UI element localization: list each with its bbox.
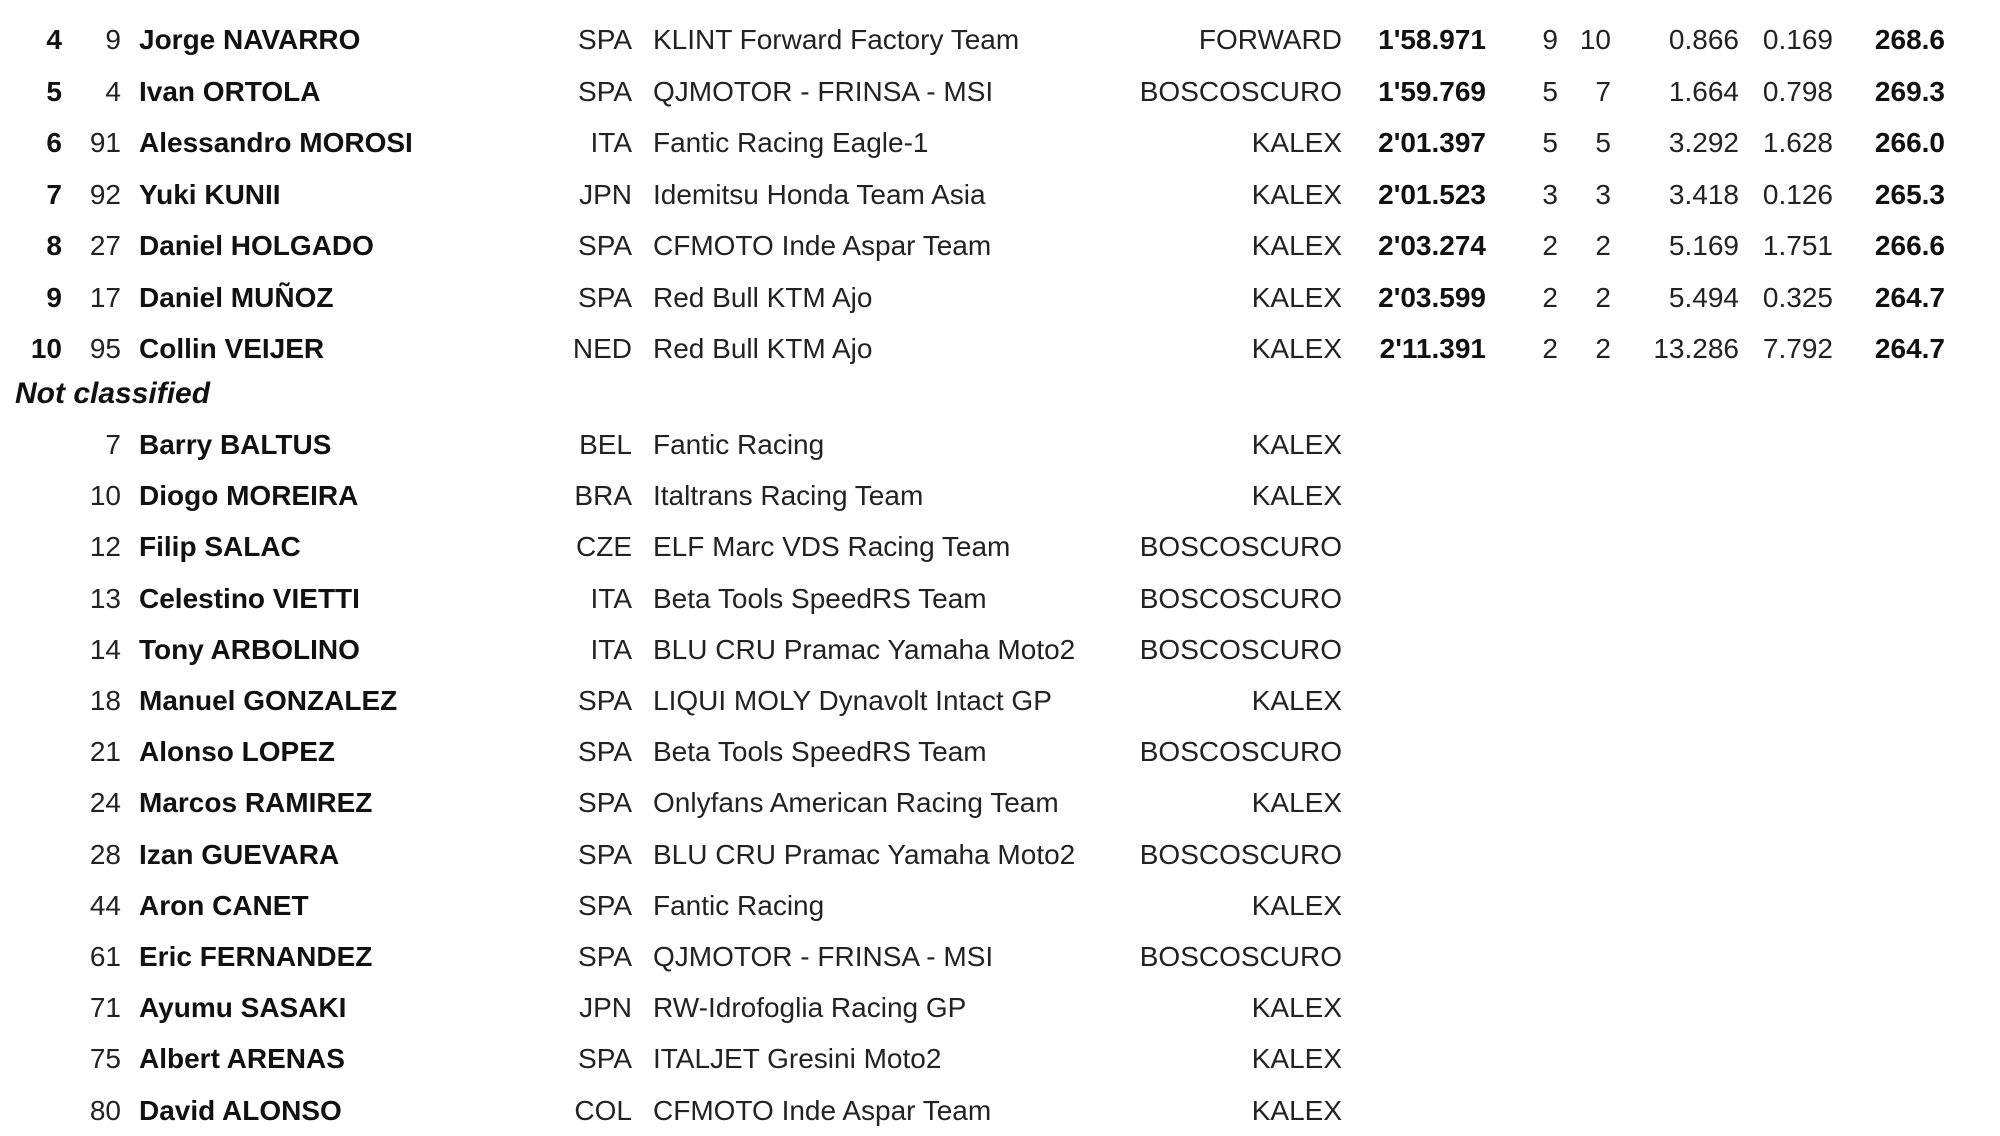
constructor: BOSCOSCURO bbox=[1139, 531, 1342, 563]
team-name: QJMOTOR - FRINSA - MSI bbox=[653, 941, 994, 972]
team-name: Onlyfans American Racing Team bbox=[653, 787, 1059, 819]
rider-name: Diogo MOREIRA bbox=[139, 480, 359, 512]
not-classified-row bbox=[0, 625, 2000, 675]
rider-name: Manuel GONZALEZ bbox=[139, 685, 398, 716]
total-laps: 7 bbox=[1595, 75, 1611, 107]
team-name: ELF Marc VDS Racing Team bbox=[653, 531, 1011, 563]
team-name: Beta Tools SpeedRS Team bbox=[653, 736, 987, 768]
best-lap-number: 3 bbox=[1542, 178, 1558, 210]
not-classified-row bbox=[0, 574, 2000, 624]
rider-name: Ivan ORTOLA bbox=[139, 75, 321, 107]
rider-number: 12 bbox=[89, 531, 121, 563]
team-name: Beta Tools SpeedRS Team bbox=[653, 582, 987, 614]
nation: SPA bbox=[578, 685, 632, 716]
best-lap-time: 2'01.397 bbox=[1378, 127, 1486, 158]
team-name: QJMOTOR - FRINSA - MSI bbox=[653, 75, 994, 107]
rider-name: Barry BALTUS bbox=[139, 429, 332, 460]
constructor: KALEX bbox=[1251, 127, 1342, 158]
rider-number: 44 bbox=[89, 889, 121, 921]
rider-name: Daniel HOLGADO bbox=[139, 230, 374, 261]
gap-to-previous: 7.792 bbox=[1762, 333, 1833, 364]
rider-name: Ayumu SASAKI bbox=[139, 992, 347, 1024]
gap-to-first: 13.286 bbox=[1653, 333, 1739, 364]
best-lap-time: 1'58.971 bbox=[1378, 24, 1486, 55]
constructor: KALEX bbox=[1251, 333, 1342, 364]
not-classified-row bbox=[0, 881, 2000, 931]
nation: SPA bbox=[578, 230, 632, 261]
top-speed: 269.3 bbox=[1874, 75, 1945, 107]
team-name: Fantic Racing bbox=[653, 429, 825, 460]
constructor: KALEX bbox=[1251, 1094, 1342, 1126]
position: 9 bbox=[46, 281, 62, 313]
rider-name: Marcos RAMIREZ bbox=[139, 787, 373, 819]
nation: SPA bbox=[578, 75, 632, 107]
best-lap-number: 5 bbox=[1542, 75, 1558, 107]
best-lap-number: 5 bbox=[1542, 127, 1558, 158]
classified-row bbox=[0, 118, 2000, 168]
not-classified-row bbox=[0, 420, 2000, 470]
top-speed: 264.7 bbox=[1874, 281, 1945, 313]
not-classified-row bbox=[0, 1034, 2000, 1084]
classified-row bbox=[0, 221, 2000, 271]
total-laps: 2 bbox=[1595, 230, 1611, 261]
top-speed: 265.3 bbox=[1874, 178, 1945, 210]
gap-to-previous: 0.325 bbox=[1762, 281, 1833, 313]
rider-number: 21 bbox=[89, 736, 121, 768]
nation: ITA bbox=[590, 127, 632, 158]
rider-name: Collin VEIJER bbox=[139, 333, 325, 364]
not-classified-row bbox=[0, 932, 2000, 982]
team-name: Italtrans Racing Team bbox=[653, 480, 924, 512]
constructor: KALEX bbox=[1251, 685, 1342, 716]
best-lap-number: 2 bbox=[1542, 333, 1558, 364]
position: 6 bbox=[46, 127, 62, 158]
rider-name: Eric FERNANDEZ bbox=[139, 941, 373, 972]
team-name: RW-Idrofoglia Racing GP bbox=[653, 992, 967, 1024]
position: 8 bbox=[46, 230, 62, 261]
position: 5 bbox=[46, 75, 62, 107]
rider-name: Yuki KUNII bbox=[139, 178, 281, 210]
constructor: BOSCOSCURO bbox=[1139, 75, 1342, 107]
best-lap-time: 2'11.391 bbox=[1379, 333, 1486, 364]
rider-number: 7 bbox=[105, 429, 121, 460]
not-classified-row bbox=[0, 778, 2000, 828]
constructor: KALEX bbox=[1251, 992, 1342, 1024]
not-classified-row bbox=[0, 727, 2000, 777]
top-speed: 266.0 bbox=[1874, 127, 1945, 158]
classified-row bbox=[0, 273, 2000, 323]
classified-row bbox=[0, 15, 2000, 65]
team-name: BLU CRU Pramac Yamaha Moto2 bbox=[653, 633, 1076, 665]
classified-row bbox=[0, 67, 2000, 117]
not-classified-row bbox=[0, 676, 2000, 726]
constructor: KALEX bbox=[1251, 1043, 1342, 1075]
nation: COL bbox=[574, 1094, 632, 1126]
nation: SPA bbox=[578, 24, 632, 55]
top-speed: 266.6 bbox=[1874, 230, 1945, 261]
gap-to-first: 1.664 bbox=[1668, 75, 1739, 107]
nation: SPA bbox=[578, 281, 632, 313]
team-name: Fantic Racing Eagle-1 bbox=[653, 127, 929, 158]
rider-name: Jorge NAVARRO bbox=[139, 24, 361, 55]
rider-name: Alonso LOPEZ bbox=[139, 736, 335, 768]
constructor: KALEX bbox=[1251, 429, 1342, 460]
constructor: KALEX bbox=[1251, 889, 1342, 921]
not-classified-row bbox=[0, 1086, 2000, 1136]
gap-to-first: 3.418 bbox=[1668, 178, 1739, 210]
best-lap-time: 2'03.274 bbox=[1378, 230, 1486, 261]
not-classified-row bbox=[0, 522, 2000, 572]
gap-to-previous: 0.126 bbox=[1762, 178, 1833, 210]
rider-number: 14 bbox=[89, 633, 121, 665]
nation: CZE bbox=[576, 531, 632, 563]
constructor: KALEX bbox=[1251, 787, 1342, 819]
constructor: BOSCOSCURO bbox=[1139, 736, 1342, 768]
rider-number: 17 bbox=[89, 281, 121, 313]
best-lap-time: 1'59.769 bbox=[1378, 75, 1486, 107]
rider-name: Filip SALAC bbox=[139, 531, 301, 563]
gap-to-previous: 0.169 bbox=[1762, 24, 1833, 55]
total-laps: 3 bbox=[1595, 178, 1611, 210]
rider-number: 27 bbox=[89, 230, 121, 261]
rider-number: 61 bbox=[89, 941, 121, 972]
rider-name: Tony ARBOLINO bbox=[139, 633, 360, 665]
nation: BEL bbox=[579, 429, 632, 460]
constructor: KALEX bbox=[1251, 178, 1342, 210]
team-name: Idemitsu Honda Team Asia bbox=[653, 178, 986, 210]
rider-name: David ALONSO bbox=[139, 1094, 342, 1126]
position: 10 bbox=[30, 333, 62, 364]
constructor: KALEX bbox=[1251, 480, 1342, 512]
rider-number: 10 bbox=[89, 480, 121, 512]
nation: SPA bbox=[578, 1043, 632, 1075]
rider-number: 4 bbox=[105, 75, 121, 107]
team-name: CFMOTO Inde Aspar Team bbox=[653, 230, 992, 261]
constructor: KALEX bbox=[1251, 281, 1342, 313]
rider-name: Albert ARENAS bbox=[139, 1043, 345, 1075]
gap-to-previous: 1.628 bbox=[1762, 127, 1833, 158]
constructor: BOSCOSCURO bbox=[1139, 941, 1342, 972]
constructor: BOSCOSCURO bbox=[1139, 633, 1342, 665]
team-name: Red Bull KTM Ajo bbox=[653, 333, 873, 364]
rider-number: 24 bbox=[89, 787, 121, 819]
nation: ITA bbox=[590, 582, 632, 614]
rider-number: 75 bbox=[89, 1043, 121, 1075]
not-classified-row bbox=[0, 471, 2000, 521]
rider-number: 18 bbox=[89, 685, 121, 716]
nation: ITA bbox=[590, 633, 632, 665]
constructor: BOSCOSCURO bbox=[1139, 582, 1342, 614]
classified-row bbox=[0, 170, 2000, 220]
position: 4 bbox=[46, 24, 62, 55]
gap-to-first: 3.292 bbox=[1668, 127, 1739, 158]
rider-number: 9 bbox=[105, 24, 121, 55]
not-classified-heading: Not classified bbox=[15, 377, 211, 410]
nation: SPA bbox=[578, 941, 632, 972]
best-lap-number: 2 bbox=[1542, 230, 1558, 261]
nation: SPA bbox=[578, 787, 632, 819]
classified-row bbox=[0, 324, 2000, 374]
best-lap-time: 2'01.523 bbox=[1378, 178, 1486, 210]
top-speed: 264.7 bbox=[1874, 333, 1945, 364]
team-name: CFMOTO Inde Aspar Team bbox=[653, 1094, 992, 1126]
gap-to-first: 5.169 bbox=[1668, 230, 1739, 261]
nation: SPA bbox=[578, 736, 632, 768]
nation: BRA bbox=[574, 480, 632, 512]
rider-number: 91 bbox=[89, 127, 121, 158]
total-laps: 10 bbox=[1579, 24, 1611, 55]
constructor: BOSCOSCURO bbox=[1139, 838, 1342, 870]
not-classified-row bbox=[0, 830, 2000, 880]
team-name: ITALJET Gresini Moto2 bbox=[653, 1043, 942, 1075]
team-name: BLU CRU Pramac Yamaha Moto2 bbox=[653, 838, 1076, 870]
best-lap-time: 2'03.599 bbox=[1378, 281, 1486, 313]
rider-number: 80 bbox=[89, 1094, 121, 1126]
rider-number: 13 bbox=[89, 582, 121, 614]
constructor: KALEX bbox=[1251, 230, 1342, 261]
nation: SPA bbox=[578, 838, 632, 870]
best-lap-number: 2 bbox=[1542, 281, 1558, 313]
top-speed: 268.6 bbox=[1874, 24, 1945, 55]
rider-name: Daniel MUÑOZ bbox=[139, 281, 334, 313]
gap-to-first: 5.494 bbox=[1668, 281, 1739, 313]
position: 7 bbox=[46, 178, 62, 210]
nation: JPN bbox=[579, 178, 632, 210]
constructor: FORWARD bbox=[1198, 24, 1342, 55]
team-name: Fantic Racing bbox=[653, 889, 825, 921]
gap-to-previous: 0.798 bbox=[1762, 75, 1833, 107]
gap-to-first: 0.866 bbox=[1668, 24, 1739, 55]
rider-name: Izan GUEVARA bbox=[139, 838, 340, 870]
nation: NED bbox=[572, 333, 632, 364]
gap-to-previous: 1.751 bbox=[1762, 230, 1833, 261]
team-name: Red Bull KTM Ajo bbox=[653, 281, 873, 313]
rider-name: Celestino VIETTI bbox=[139, 582, 360, 614]
rider-number: 92 bbox=[89, 178, 121, 210]
best-lap-number: 9 bbox=[1542, 24, 1558, 55]
total-laps: 5 bbox=[1595, 127, 1611, 158]
rider-name: Aron CANET bbox=[139, 889, 309, 921]
team-name: LIQUI MOLY Dynavolt Intact GP bbox=[653, 685, 1052, 716]
total-laps: 2 bbox=[1595, 333, 1611, 364]
nation: SPA bbox=[578, 889, 632, 921]
rider-number: 71 bbox=[89, 992, 121, 1024]
rider-name: Alessandro MOROSI bbox=[139, 127, 413, 158]
rider-number: 95 bbox=[89, 333, 121, 364]
rider-number: 28 bbox=[89, 838, 121, 870]
not-classified-row bbox=[0, 983, 2000, 1033]
total-laps: 2 bbox=[1595, 281, 1611, 313]
team-name: KLINT Forward Factory Team bbox=[653, 24, 1020, 55]
nation: JPN bbox=[579, 992, 632, 1024]
